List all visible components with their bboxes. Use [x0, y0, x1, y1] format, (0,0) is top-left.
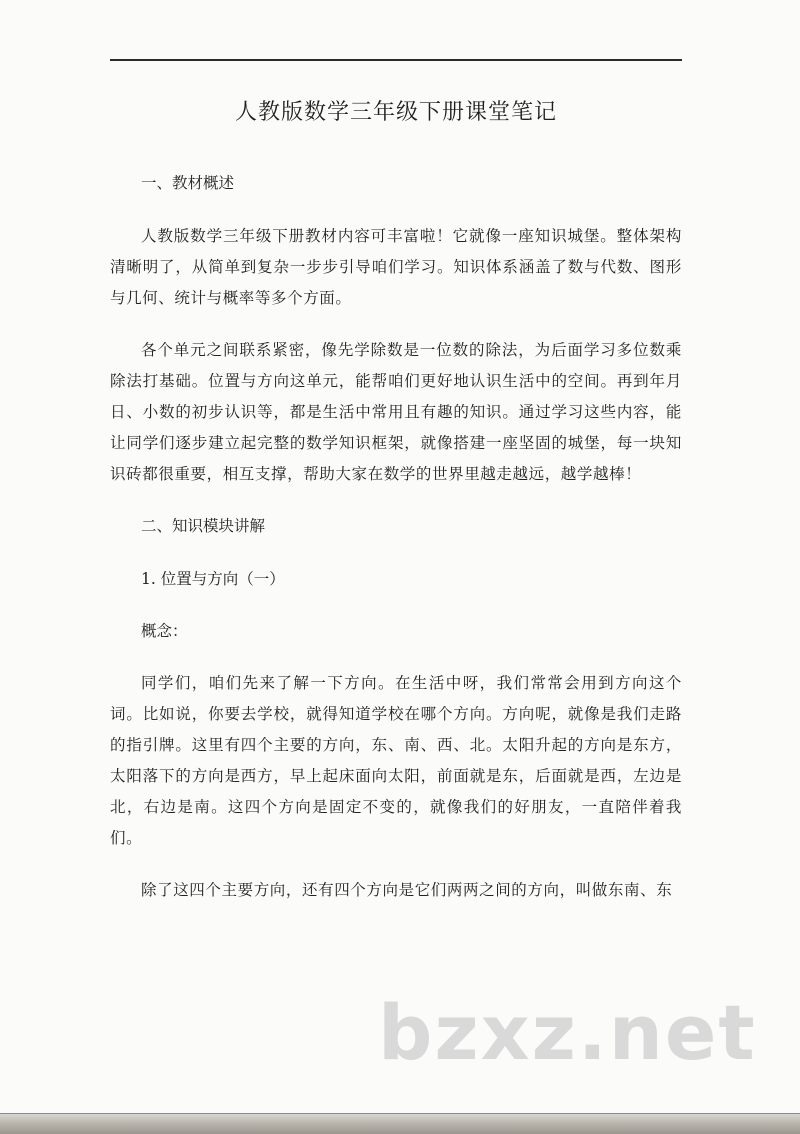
paragraph-overview-2: 各个单元之间联系紧密，像先学除数是一位数的除法，为后面学习多位数乘除法打基础。位置与方向这单元，能帮咱们更好地认识生活中的空间。再到年月日、小数的初步认识等，都是生活中常用且有趣的知识。通过学习这些内容，能让同学们逐步建立起完整的数学知识框架，就像搭建一座坚固的城堡，每一块知识砖都很重要，相互支撑，帮助大家在数学的世界里越走越远，越学越棒！ — [110, 341, 682, 483]
site-watermark: bzxz.net — [378, 988, 757, 1077]
paragraph-overview-1: 人教版数学三年级下册教材内容可丰富啦！它就像一座知识城堡。整体架构清晰明了，从简单到复杂一步步引导咱们学习。知识体系涵盖了数与代数、图形与几何、统计与概率等多个方面。 — [110, 227, 682, 307]
document-title: 人教版数学三年级下册课堂笔记 — [234, 100, 557, 125]
section-heading-modules: 二、知识模块讲解 — [141, 517, 266, 535]
page-bottom-band — [0, 1114, 800, 1134]
header-rule — [110, 59, 682, 61]
concept-label: 概念： — [141, 622, 188, 640]
paragraph-direction-2: 除了这四个主要方向，还有四个方向是它们两两之间的方向，叫做东南、东 — [141, 881, 673, 899]
section-heading-overview: 一、教材概述 — [141, 174, 235, 192]
document-body — [110, 168, 682, 927]
paragraph-direction-1: 同学们，咱们先来了解一下方向。在生活中呀，我们常常会用到方向这个词。比如说，你要去学校，就得知道学校在哪个方向。方向呢，就像是我们走路的指引牌。这里有四个主要的方向，东、南、西、北。太阳升起的方向是东方，太阳落下的方向是西方，早上起床面向太阳，前面就是东，后面就是西，左边是北，右边是南。这四个方向是固定不变的，就像我们的好朋友，一直陪伴着我们。 — [110, 674, 682, 847]
module-heading-position-direction: 1. 位置与方向（一） — [141, 570, 285, 588]
